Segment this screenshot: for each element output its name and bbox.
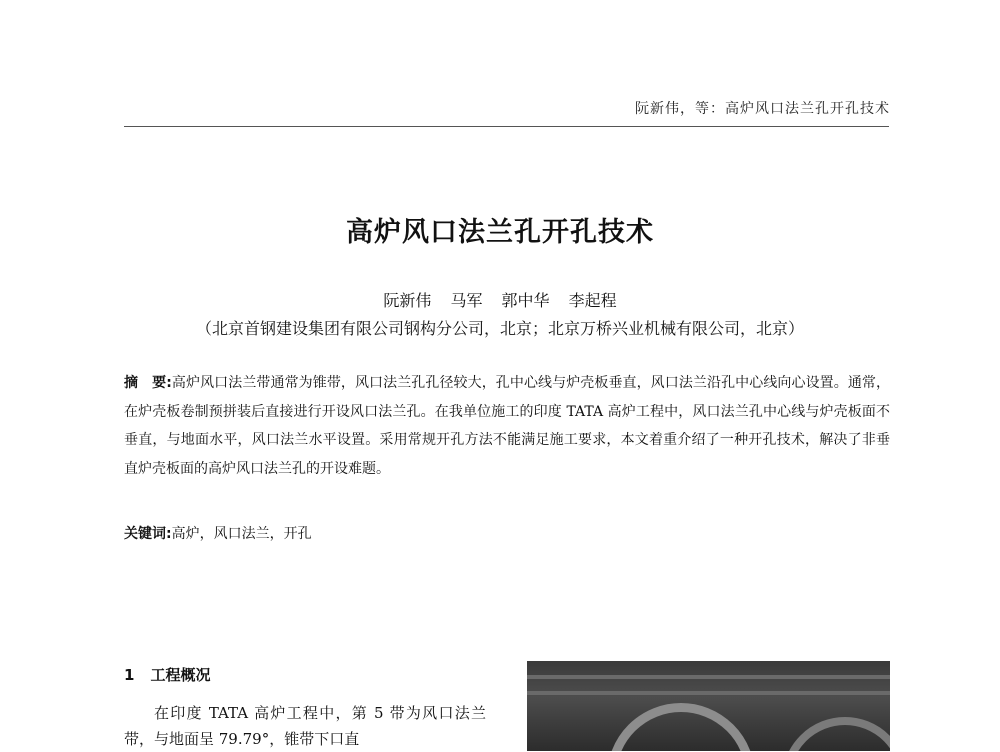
author-name: 阮新伟 xyxy=(383,291,432,310)
author-name: 李起程 xyxy=(568,291,617,310)
section-title: 工程概况 xyxy=(150,666,211,684)
photo-band xyxy=(527,691,890,695)
author-list xyxy=(0,288,1000,311)
abstract xyxy=(124,369,890,483)
keywords-label: 关键词: xyxy=(124,526,172,542)
section-heading xyxy=(124,664,210,685)
running-head: 阮新伟，等：高炉风口法兰孔开孔技术 xyxy=(635,101,890,117)
tuyere-hole xyxy=(782,717,890,751)
furnace-shell-photo xyxy=(527,661,890,751)
author-name: 马军 xyxy=(450,291,483,310)
abstract-text: 高炉风口法兰带通常为锥带，风口法兰孔孔径较大，孔中心线与炉壳板垂直，风口法兰沿孔中心线向心设置。通常，在炉壳板卷制预拼装后直接进行开设风口法兰孔。在我单位施工的印度 TATA 高炉工程中，风口法兰孔中心线与炉壳板面不垂直，与地面水平，风口法兰水平设置。采用常规开孔方法不能满足施工要求，本文着重介绍了一种开孔技术，解决了非垂直炉壳板面的高炉风口法兰孔的开设难题。 xyxy=(124,375,890,477)
paper-title: 高炉风口法兰孔开孔技术 xyxy=(346,217,654,248)
section-number: 1 xyxy=(124,666,135,684)
author-name: 郭中华 xyxy=(501,291,550,310)
tuyere-hole xyxy=(607,703,755,751)
abstract-label: 摘 要: xyxy=(124,375,172,391)
header-rule xyxy=(124,126,889,127)
affiliation: （北京首钢建设集团有限公司钢构分公司，北京；北京万桥兴业机械有限公司，北京） xyxy=(195,319,804,338)
photo-band xyxy=(527,675,890,679)
keywords xyxy=(124,523,312,543)
section-body-text: 在印度 TATA 高炉工程中，第 5 带为风口法兰带，与地面呈 79.79°，锥带下口直 xyxy=(124,704,486,748)
keywords-text: 高炉，风口法兰，开孔 xyxy=(171,526,312,542)
